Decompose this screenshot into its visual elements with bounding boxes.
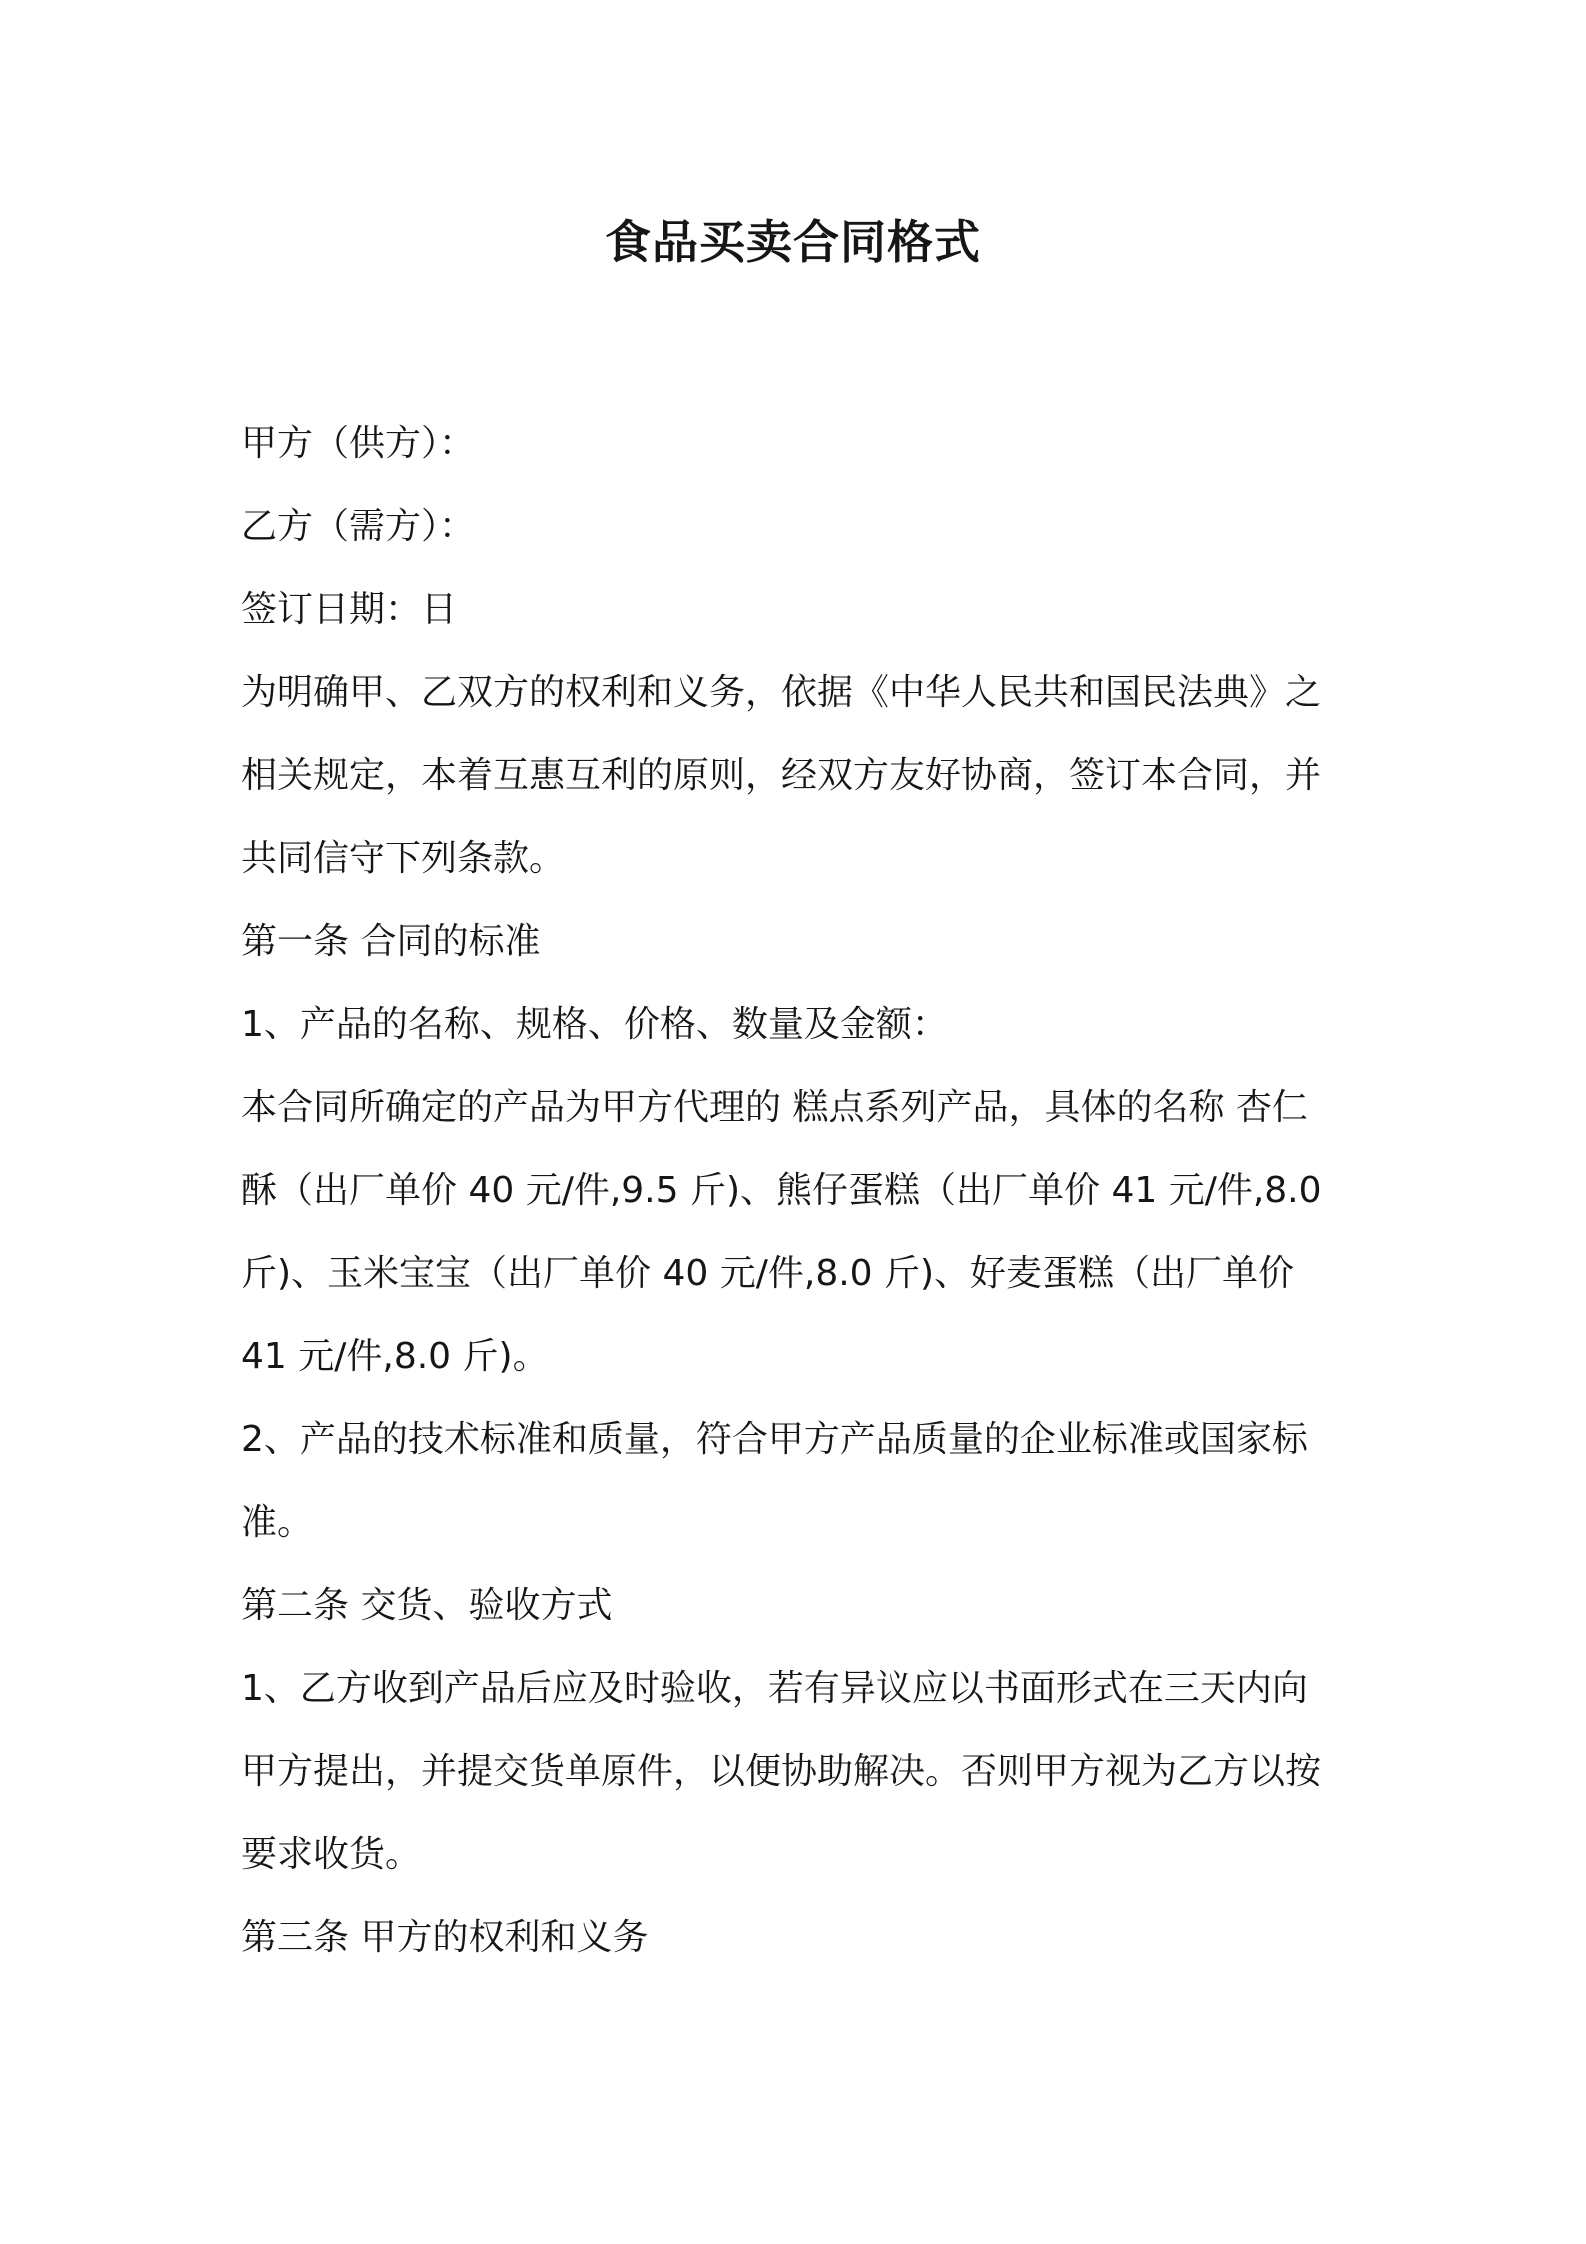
sign-date-line [241, 568, 1351, 651]
article-1-heading [241, 900, 1351, 983]
article-1-item-1-heading [241, 983, 1351, 1066]
article-1-item-1-heading-text: 1、产品的名称、规格、价格、数量及金额： [241, 1004, 948, 1045]
document-title: 食品买卖合同格式 [605, 215, 981, 269]
article-2-heading [241, 1564, 1351, 1647]
article-2-item-1-line-2: 甲方提出，并提交货单原件，以便协助解决。否则甲方视为乙方以按 [241, 1751, 1322, 1792]
preamble-line-3: 共同信守下列条款。 [241, 838, 566, 879]
document-body [241, 402, 1351, 1979]
article-1-item-2-line-1: 2、产品的技术标准和质量，符合甲方产品质量的企业标准或国家标 [241, 1419, 1308, 1460]
party-b-label: 乙方（需方）： [241, 506, 476, 547]
article-1-item-1-line-1: 本合同所确定的产品为甲方代理的 糕点系列产品，具体的名称 杏仁 [241, 1087, 1308, 1128]
article-3-heading-text: 第三条 甲方的权利和义务 [241, 1917, 649, 1958]
article-1-item-1-line-3: 斤)、玉米宝宝（出厂单价 40 元/件,8.0 斤)、好麦蛋糕（出厂单价 [241, 1253, 1295, 1294]
preamble-paragraph [241, 651, 1351, 900]
article-1-item-2-paragraph [241, 1398, 1351, 1564]
article-3-heading [241, 1896, 1351, 1979]
article-1-item-1-line-4: 41 元/件,8.0 斤)。 [241, 1336, 549, 1377]
article-2-item-1-line-1: 1、乙方收到产品后应及时验收，若有异议应以书面形式在三天内向 [241, 1668, 1308, 1709]
article-1-item-1-paragraph [241, 1066, 1351, 1398]
article-1-heading-text: 第一条 合同的标准 [241, 921, 541, 962]
sign-date-label: 签订日期：日 [241, 589, 458, 630]
party-a-line [241, 402, 1351, 485]
preamble-line-1: 为明确甲、乙双方的权利和义务，依据《中华人民共和国民法典》之 [241, 672, 1322, 713]
article-2-item-1-line-3: 要求收货。 [241, 1834, 422, 1875]
party-a-label: 甲方（供方）： [241, 423, 476, 464]
article-1-item-2-line-2: 准。 [241, 1502, 314, 1543]
article-1-item-1-line-2: 酥（出厂单价 40 元/件,9.5 斤)、熊仔蛋糕（出厂单价 41 元/件,8.0 [241, 1170, 1322, 1211]
article-2-heading-text: 第二条 交货、验收方式 [241, 1585, 613, 1626]
party-b-line [241, 485, 1351, 568]
preamble-line-2: 相关规定，本着互惠互利的原则，经双方友好协商，签订本合同，并 [241, 755, 1322, 796]
article-2-item-1-paragraph [241, 1647, 1351, 1896]
